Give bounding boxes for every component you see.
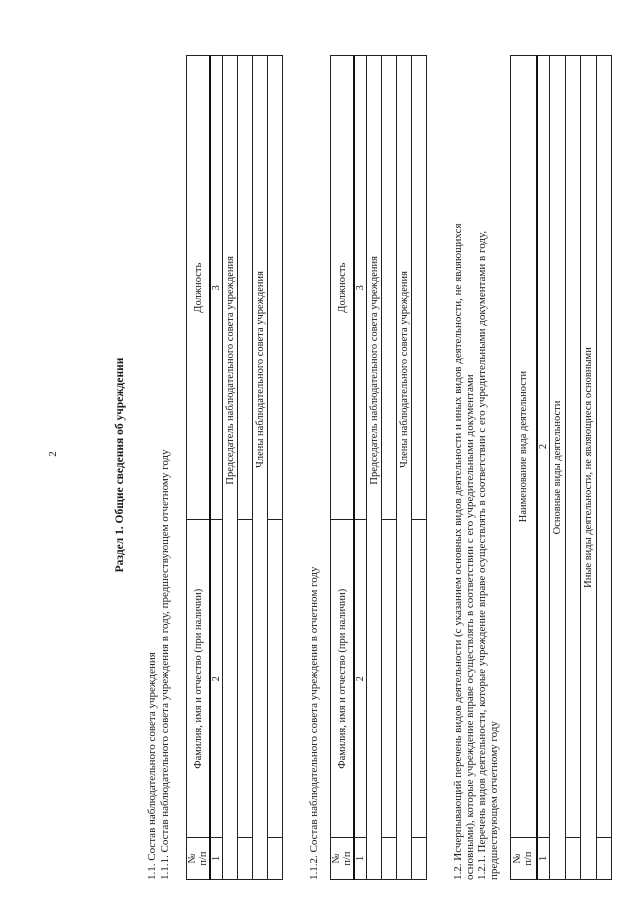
members-row: Члены наблюдательного совета учреждения [397, 56, 412, 880]
empty-cell [238, 838, 253, 880]
empty-cell [412, 520, 427, 838]
empty-cell [268, 56, 283, 520]
paragraph-1-2-1-line-2: предшествующем отчетному году [488, 721, 500, 880]
empty-cell [412, 56, 427, 520]
heading-1-1-2: 1.1.2. Состав наблюдательного совета учреждения в отчетном году [308, 566, 320, 880]
heading-1-1: 1.1. Состав наблюдательного совета учреждения [146, 652, 158, 880]
empty-cell [382, 520, 397, 838]
col-number-2: 2 [210, 520, 223, 838]
empty-cell [596, 56, 611, 838]
paragraph-1-2-line-2: основными), которые учреждение вправе осуществлять в соответствии с его учредительными документами [464, 374, 476, 880]
empty-cell [412, 838, 427, 880]
empty-cell [268, 838, 283, 880]
col-header-name: Фамилия, имя и отчество (при наличии) [331, 520, 355, 838]
col-number-1: 1 [354, 838, 367, 880]
empty-cell [382, 56, 397, 520]
col-number-1: 1 [537, 838, 550, 880]
page-number: 2 [46, 451, 59, 457]
col-header-no: № п/п [331, 838, 355, 880]
chair-row: Председатель наблюдательного совета учреждения [223, 56, 238, 880]
paragraph-1-2-1-line-1: 1.2.1. Перечень видов деятельности, которые учреждение вправе осуществлять в соответствии с его учредительными документами в году, [476, 230, 488, 880]
empty-cell [268, 520, 283, 838]
col-header-name: Фамилия, имя и отчество (при наличии) [187, 520, 211, 838]
empty-cell [238, 56, 253, 520]
council-table-previous-year [186, 55, 283, 880]
empty-cell [565, 56, 580, 838]
empty-cell [596, 838, 611, 880]
main-activities-row: Основные виды деятельности [549, 56, 565, 880]
paragraph-1-2 [452, 55, 500, 880]
paragraph-1-2-line-1: 1.2. Исчерпывающий перечень видов деятельности (с указанием основных видов деятельности и иных видов деятельности, не являющихся [452, 223, 464, 880]
col-header-position: Должность [187, 56, 211, 520]
section-title: Раздел 1. Общие сведения об учреждении [114, 357, 126, 573]
col-header-no: № п/п [511, 838, 537, 880]
activities-table [510, 55, 612, 880]
col-header-activity: Наименование вида деятельности [511, 56, 537, 838]
empty-cell [382, 838, 397, 880]
members-row: Члены наблюдательного совета учреждения [253, 56, 268, 880]
empty-cell [238, 520, 253, 838]
col-number-2: 2 [537, 56, 550, 838]
col-header-position: Должность [331, 56, 355, 520]
other-activities-row: Иные виды деятельности, не являющиеся основными [580, 56, 596, 880]
empty-cell [565, 838, 580, 880]
council-table-current-year [330, 55, 427, 880]
col-number-2: 2 [354, 520, 367, 838]
rotated-page [40, 50, 640, 880]
chair-row: Председатель наблюдательного совета учреждения [367, 56, 382, 880]
col-number-3: 3 [210, 56, 223, 520]
heading-1-1-1: 1.1.1. Состав наблюдательного совета учреждения в году, предшествующем отчетному году [159, 449, 171, 880]
col-header-no: № п/п [187, 838, 211, 880]
col-number-1: 1 [210, 838, 223, 880]
col-number-3: 3 [354, 56, 367, 520]
